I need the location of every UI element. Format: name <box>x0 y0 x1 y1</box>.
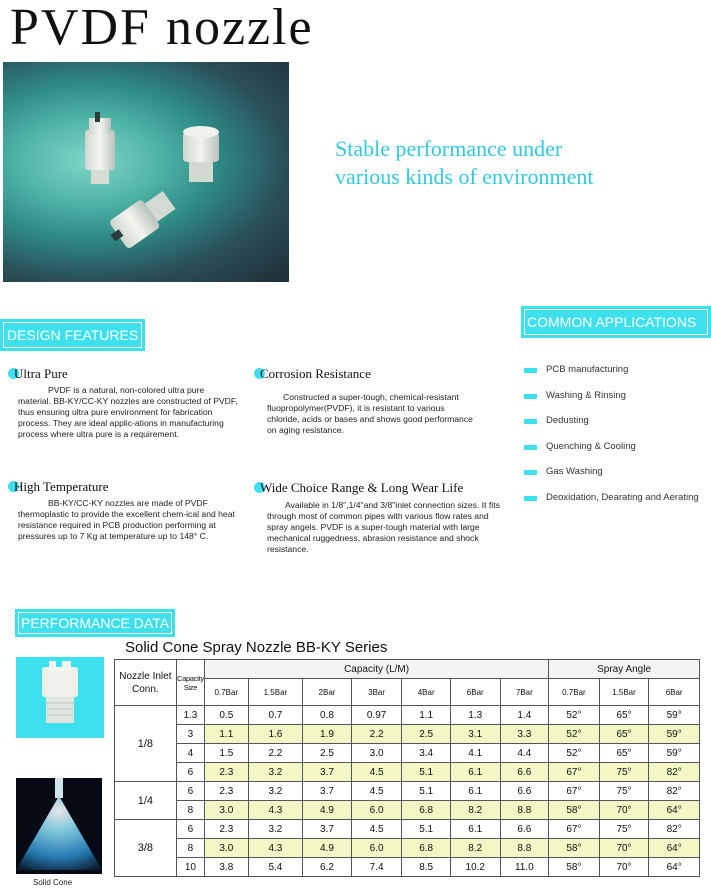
value-cell: 8.5 <box>402 858 451 877</box>
value-cell: 82° <box>649 820 700 839</box>
value-cell: 52° <box>549 706 600 725</box>
applications-list <box>524 364 699 517</box>
value-cell: 2.5 <box>402 725 451 744</box>
common-applications-heading: COMMON APPLICATIONS <box>524 309 708 335</box>
value-cell: 0.5 <box>205 706 249 725</box>
table-title: Solid Cone Spray Nozzle BB-KY Series <box>125 639 388 656</box>
table-row <box>115 782 700 801</box>
value-cell: 1.9 <box>303 725 352 744</box>
value-cell: 3.7 <box>303 820 352 839</box>
performance-data-heading: PERFORMANCE DATA <box>18 612 172 634</box>
pressure-header: 2Bar <box>303 679 352 706</box>
size-cell: 8 <box>176 801 204 820</box>
table-row <box>115 744 700 763</box>
value-cell: 3.0 <box>205 839 249 858</box>
feature-title: High Temperature <box>14 479 109 494</box>
value-cell: 4.5 <box>351 782 402 801</box>
feature-text: BB-KY/CC-KY nozzles are made of PVDF thermoplastic to provide the excellent chem-ical and heat resistance required in PCB production performing at pressures up to 7 Kg at temperature up to 148° C. <box>18 498 235 541</box>
table-row <box>115 725 700 744</box>
pressure-header: 3Bar <box>351 679 402 706</box>
tagline <box>335 135 593 191</box>
value-cell: 3.1 <box>450 725 500 744</box>
value-cell: 4.9 <box>303 839 352 858</box>
value-cell: 4.1 <box>450 744 500 763</box>
value-cell: 3.4 <box>402 744 451 763</box>
capacity-header: Capacity (L/M) <box>205 660 549 679</box>
value-cell: 6.0 <box>351 801 402 820</box>
table-row <box>115 839 700 858</box>
value-cell: 2.3 <box>205 782 249 801</box>
value-cell: 65° <box>599 744 649 763</box>
pressure-header: 7Bar <box>500 679 549 706</box>
list-item: PCB manufacturing <box>524 364 699 390</box>
size-cell: 8 <box>176 839 204 858</box>
value-cell: 64° <box>649 839 700 858</box>
spray-angle-header: Spray Angle <box>549 660 700 679</box>
value-cell: 70° <box>599 839 649 858</box>
nozzle-photo-graphic <box>3 62 289 282</box>
value-cell: 4.3 <box>248 839 303 858</box>
list-item: Washing & Rinsing <box>524 390 699 416</box>
value-cell: 67° <box>549 820 600 839</box>
value-cell: 4.4 <box>500 744 549 763</box>
pressure-header: 4Bar <box>402 679 451 706</box>
list-item: Dedusting <box>524 415 699 441</box>
value-cell: 3.0 <box>205 801 249 820</box>
table-row <box>115 858 700 877</box>
tagline-line-2: various kinds of environment <box>335 164 594 189</box>
value-cell: 5.1 <box>402 820 451 839</box>
value-cell: 3.8 <box>205 858 249 877</box>
value-cell: 59° <box>649 725 700 744</box>
feature-title: Ultra Pure <box>14 366 68 381</box>
image-caption: Solid Cone <box>33 878 73 887</box>
value-cell: 4.9 <box>303 801 352 820</box>
nozzle-product-image <box>16 657 104 738</box>
value-cell: 75° <box>599 763 649 782</box>
value-cell: 5.1 <box>402 782 451 801</box>
value-cell: 0.7 <box>248 706 303 725</box>
value-cell: 6.1 <box>450 763 500 782</box>
bullet-square-icon <box>524 419 537 424</box>
spray-cone-icon <box>16 778 102 874</box>
value-cell: 4.5 <box>351 820 402 839</box>
list-item: Deoxidation, Dearating and Aerating <box>524 492 699 518</box>
nozzle-inlet-header: Nozzle Inlet Conn. <box>115 660 177 706</box>
value-cell: 52° <box>549 744 600 763</box>
tagline-line-1: Stable performance under <box>335 136 563 161</box>
value-cell: 6.8 <box>402 839 451 858</box>
value-cell: 2.3 <box>205 763 249 782</box>
value-cell: 67° <box>549 782 600 801</box>
size-cell: 6 <box>176 782 204 801</box>
feature-text: PVDF is a natural, non-colored ultra pure material. BB-KY/CC-KY nozzles are constructed of PVDF, thus ensuring ultra pure environment for fabrication process. They are ideal applic-ations in manufacturing process where ultra pure is a requirement. <box>18 385 238 439</box>
value-cell: 6.1 <box>450 782 500 801</box>
value-cell: 1.1 <box>205 725 249 744</box>
design-features-heading: DESIGN FEATURES <box>3 322 142 348</box>
value-cell: 58° <box>549 839 600 858</box>
pressure-header: 6Bar <box>450 679 500 706</box>
value-cell: 1.1 <box>402 706 451 725</box>
value-cell: 6.6 <box>500 782 549 801</box>
feature-title: Corrosion Resistance <box>260 366 371 381</box>
table-body <box>115 706 700 877</box>
value-cell: 3.7 <box>303 763 352 782</box>
value-cell: 3.3 <box>500 725 549 744</box>
value-cell: 4.3 <box>248 801 303 820</box>
value-cell: 3.2 <box>248 820 303 839</box>
value-cell: 6.1 <box>450 820 500 839</box>
performance-table <box>114 659 700 877</box>
table-row <box>115 801 700 820</box>
feature-ultra-pure <box>8 366 238 440</box>
value-cell: 59° <box>649 706 700 725</box>
value-cell: 2.3 <box>205 820 249 839</box>
value-cell: 58° <box>549 858 600 877</box>
value-cell: 75° <box>599 782 649 801</box>
angle-pressure-header: 6Bar <box>649 679 700 706</box>
angle-pressure-header: 0.7Bar <box>549 679 600 706</box>
table-row <box>115 820 700 839</box>
inlet-cell: 1/8 <box>115 706 177 782</box>
value-cell: 65° <box>599 706 649 725</box>
value-cell: 0.97 <box>351 706 402 725</box>
value-cell: 2.2 <box>248 744 303 763</box>
value-cell: 3.7 <box>303 782 352 801</box>
value-cell: 1.5 <box>205 744 249 763</box>
value-cell: 59° <box>649 744 700 763</box>
bullet-square-icon <box>524 496 537 501</box>
bullet-square-icon <box>524 470 537 475</box>
value-cell: 5.1 <box>402 763 451 782</box>
value-cell: 5.4 <box>248 858 303 877</box>
feature-title: Wide Choice Range & Long Wear Life <box>260 480 464 495</box>
value-cell: 8.2 <box>450 801 500 820</box>
value-cell: 8.8 <box>500 839 549 858</box>
value-cell: 0.8 <box>303 706 352 725</box>
value-cell: 1.3 <box>450 706 500 725</box>
value-cell: 3.2 <box>248 763 303 782</box>
capacity-size-header: Capacity Size <box>176 660 204 706</box>
value-cell: 1.4 <box>500 706 549 725</box>
value-cell: 4.5 <box>351 763 402 782</box>
table-row <box>115 763 700 782</box>
value-cell: 82° <box>649 763 700 782</box>
feature-corrosion-resistance <box>254 366 489 436</box>
list-item: Gas Washing <box>524 466 699 492</box>
value-cell: 70° <box>599 801 649 820</box>
list-item: Quenching & Cooling <box>524 441 699 467</box>
value-cell: 8.8 <box>500 801 549 820</box>
bullet-square-icon <box>524 368 537 373</box>
value-cell: 64° <box>649 858 700 877</box>
value-cell: 82° <box>649 782 700 801</box>
value-cell: 58° <box>549 801 600 820</box>
size-cell: 10 <box>176 858 204 877</box>
size-cell: 1.3 <box>176 706 204 725</box>
value-cell: 11.0 <box>500 858 549 877</box>
feature-text: Constructed a super-tough, chemical-resistant fluopropolymer(PVDF), it is resistant to various chloride, acids or bases and shows good performance on aging resistance. <box>267 392 473 435</box>
size-cell: 6 <box>176 763 204 782</box>
value-cell: 6.0 <box>351 839 402 858</box>
size-cell: 3 <box>176 725 204 744</box>
value-cell: 2.5 <box>303 744 352 763</box>
value-cell: 52° <box>549 725 600 744</box>
value-cell: 67° <box>549 763 600 782</box>
feature-wide-choice-range <box>254 480 509 555</box>
value-cell: 10.2 <box>450 858 500 877</box>
value-cell: 65° <box>599 725 649 744</box>
value-cell: 6.2 <box>303 858 352 877</box>
solid-cone-spray-image <box>16 778 102 874</box>
pressure-header: 0.7Bar <box>205 679 249 706</box>
page-title: PVDF nozzle <box>10 0 314 56</box>
value-cell: 64° <box>649 801 700 820</box>
feature-high-temperature <box>8 479 238 542</box>
value-cell: 7.4 <box>351 858 402 877</box>
value-cell: 8.2 <box>450 839 500 858</box>
inlet-cell: 1/4 <box>115 782 177 820</box>
value-cell: 6.8 <box>402 801 451 820</box>
value-cell: 6.6 <box>500 820 549 839</box>
value-cell: 1.6 <box>248 725 303 744</box>
product-photo <box>3 62 289 282</box>
value-cell: 3.2 <box>248 782 303 801</box>
size-cell: 4 <box>176 744 204 763</box>
bullet-square-icon <box>524 394 537 399</box>
pressure-header: 1.5Bar <box>248 679 303 706</box>
value-cell: 75° <box>599 820 649 839</box>
value-cell: 3.0 <box>351 744 402 763</box>
value-cell: 70° <box>599 858 649 877</box>
table-row <box>115 706 700 725</box>
angle-pressure-header: 1.5Bar <box>599 679 649 706</box>
value-cell: 6.6 <box>500 763 549 782</box>
feature-text: Available in 1/8",1/4"and 3/8"inlet connection sizes. It fits through most of common pipes with various flow rates and spray angels. PVDF is a super-tough material with large mechanical ruggedness, abrasion resistance and shock resistance. <box>267 500 500 554</box>
nozzle-icon <box>16 657 104 738</box>
size-cell: 6 <box>176 820 204 839</box>
value-cell: 2.2 <box>351 725 402 744</box>
inlet-cell: 3/8 <box>115 820 177 877</box>
bullet-square-icon <box>524 445 537 450</box>
